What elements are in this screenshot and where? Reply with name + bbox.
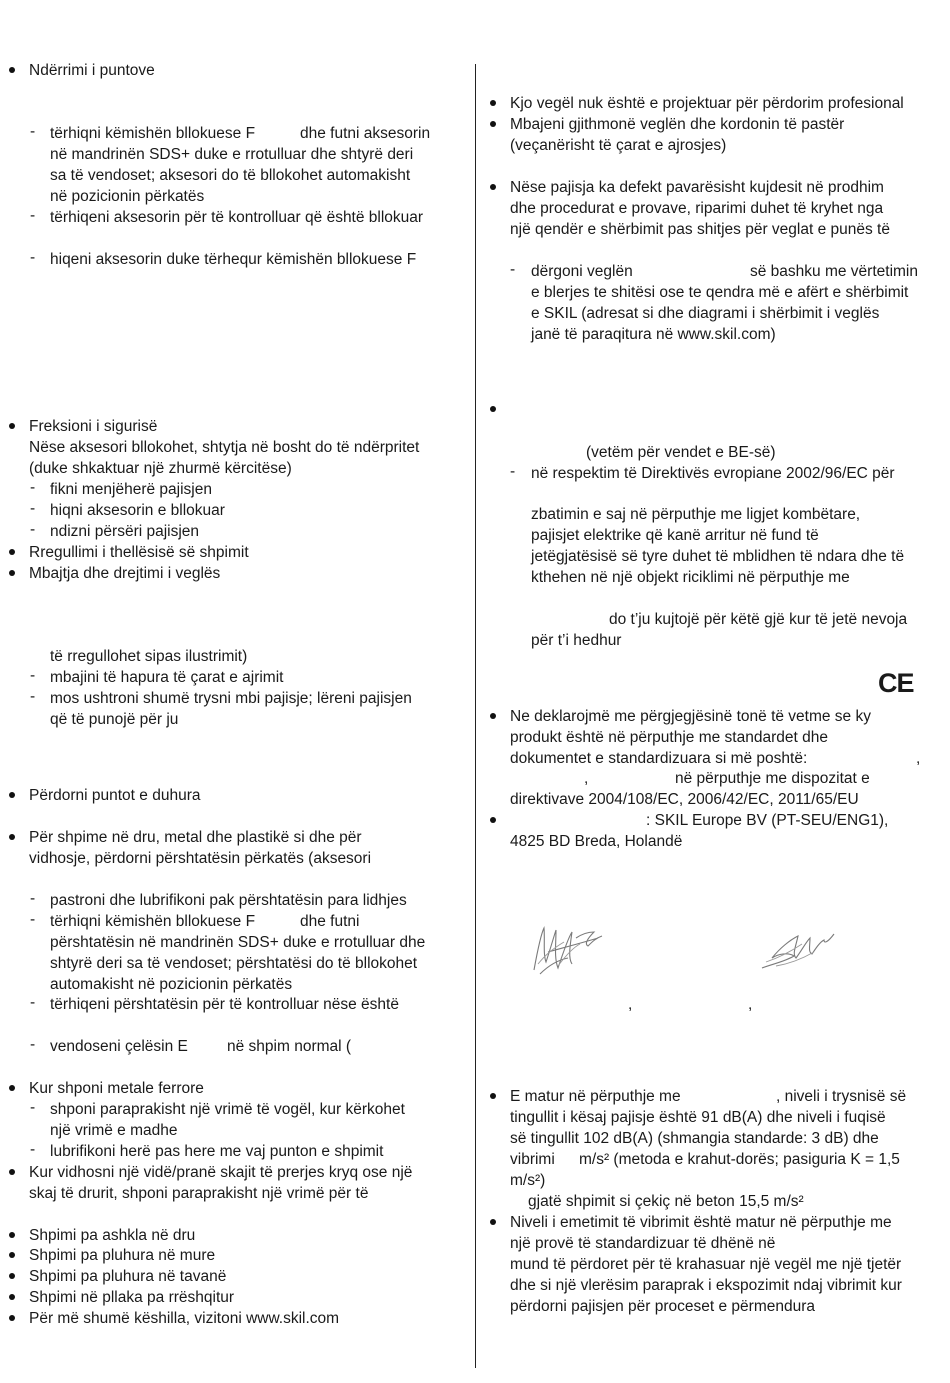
section-clutch: Freksioni i sigurisë (29, 418, 158, 435)
text-line: në pozicionin përkatës (50, 188, 205, 205)
signature-comma: , (748, 996, 753, 1013)
text-line: hiqni aksesorin e bllokuar (50, 502, 225, 519)
text-line: përshtatësin në mandrinën SDS+ duke e rrotulluar dhe (50, 934, 426, 951)
dash: - (30, 123, 36, 140)
dash: - (510, 463, 516, 480)
text-line: të rregullohet sipas ilustrimit) (50, 648, 248, 665)
section-change-bits: Ndërrimi i puntove (29, 62, 155, 79)
text-line: hiqeni aksesorin duke tërhequr këmishën bllokuese F (50, 251, 417, 268)
text-line: (veçanërisht të çarat e ajrosjes) (510, 137, 727, 154)
dash: - (30, 479, 36, 496)
text-line: së bashku me vërtetimin (750, 263, 918, 280)
bullet (9, 1232, 15, 1238)
dash: - (30, 207, 36, 224)
column-divider (475, 64, 476, 1368)
text-line: në mandrinën SDS+ duke e rrotulluar dhe shtyrë deri (50, 146, 414, 163)
signature-comma: , (628, 996, 633, 1013)
text-line: shponi paraprakisht një vrimë të vogël, kur kërkohet (50, 1101, 405, 1118)
text-line: në shpim normal ( (227, 1038, 352, 1055)
text-line: Nëse aksesori bllokohet, shtytja në bosht do të ndërpritet (29, 439, 420, 456)
section-hold: Mbajtja dhe drejtimi i veglës (29, 565, 221, 582)
section-bits: Përdorni puntot e duhura (29, 787, 201, 804)
right-column (482, 0, 950, 1383)
section-screw: Kur vidhosni një vidë/pranë skajit të prerjes kryq ose një (29, 1164, 413, 1181)
section-clean: Mbajeni gjithmonë veglën dhe kordonin të pastër (510, 116, 845, 133)
text-line: tërhiqni këmishën bllokuese F (50, 913, 256, 930)
section-vibration: Niveli i emetimit të vibrimit është matur në përputhje me (510, 1214, 892, 1231)
tip-item: Shpimi pa pluhura në mure (29, 1247, 216, 1264)
text-line: dërgoni veglën (531, 263, 633, 280)
text-line: lubrifikoni herë pas here me vaj punton e shpimit (50, 1143, 384, 1160)
bullet (9, 1294, 15, 1300)
ce-mark-icon: CE (878, 668, 914, 698)
section-depth: Rregullimi i thellësisë së shpimit (29, 544, 249, 561)
dash: - (30, 500, 36, 517)
tip-item: Shpimi pa pluhura në tavanë (29, 1268, 227, 1285)
dash: - (510, 261, 516, 278)
signature-right (758, 924, 838, 976)
text-line: , niveli i trysnisë së (776, 1088, 907, 1105)
text-line: dhe futni aksesorin (300, 125, 431, 142)
text-line: direktivave 2004/108/EC, 2006/42/EC, 2011/65/EU (510, 791, 859, 808)
text-line: një vrimë e madhe (50, 1122, 178, 1139)
text-line: (duke shkaktuar një zhurmë kërcitëse) (29, 460, 292, 477)
text-line: në respektim të Direktivës evropiane 2002/96/EC për (531, 465, 895, 482)
bullet (9, 549, 15, 555)
bullet (9, 423, 15, 429)
text-line: një qendër e shërbimit pas shitjes për veglat e punës të (510, 221, 890, 238)
text-line: , (916, 750, 921, 767)
text-line: , (584, 770, 589, 787)
text-line: tërhiqeni përshtatësin për të kontrolluar nëse është (50, 996, 399, 1013)
text-line: së tingullit 102 dB(A) (shmangia standarde: 3 dB) dhe (510, 1130, 879, 1147)
text-line: (vetëm për vendet e BE-së) (586, 444, 776, 461)
text-line: vidhosje, përdorni përshtatësin përkatës (aksesori (29, 850, 372, 867)
bullet (9, 67, 15, 73)
text-line: dhe procedurat e provave, riparimi duhet të kryhet nga (510, 200, 884, 217)
dash: - (30, 688, 36, 705)
text-line: jetëgjatësisë së tyre duhet të mblidhen të ndara dhe të (531, 548, 905, 565)
bullet (490, 121, 496, 127)
dash: - (30, 667, 36, 684)
text-line: pajisjet elektrike që kanë arritur në fund të (531, 527, 819, 544)
bullet (490, 817, 496, 823)
text-line: tërhiqeni aksesorin për të kontrolluar që është bllokuar (50, 209, 424, 226)
dash: - (30, 994, 36, 1011)
text-line: kthehen në një objekt riciklimi në përputhje me (531, 569, 850, 586)
dash: - (30, 521, 36, 538)
section-wood: Për shpime në dru, metal dhe plastikë si dhe për (29, 829, 362, 846)
bullet (490, 406, 496, 412)
text-line: mund të përdoret për të krahasuar një vegël me një tjetër (510, 1256, 902, 1273)
bullet (490, 713, 496, 719)
bullet (9, 1315, 15, 1321)
text-line: në përputhje me dispozitat e (675, 770, 870, 787)
bullet (9, 570, 15, 576)
text-line: janë të paraqitura në www.skil.com) (531, 326, 776, 343)
bullet (490, 1093, 496, 1099)
text-line: skaj të drurit, shponi paraprakisht një vrimë për të (29, 1185, 369, 1202)
text-line: mbajini të hapura të çarat e ajrimit (50, 669, 284, 686)
section-ferrous: Kur shponi metale ferrore (29, 1080, 204, 1097)
bullet (490, 184, 496, 190)
text-line: gjatë shpimit si çekiç në beton 15,5 m/s² (528, 1193, 804, 1210)
text-line: e SKIL (adresat si dhe diagrami i shërbimit i veglës (531, 305, 880, 322)
tip-item-website: Për më shumë këshilla, vizitoni www.skil.com (29, 1310, 340, 1327)
text-line: fikni menjëherë pajisjen (50, 481, 212, 498)
text-line: vendoseni çelësin E (50, 1038, 188, 1055)
bullet (9, 1085, 15, 1091)
text-line: përdorni pajisjen për proceset e përmendura (510, 1298, 816, 1315)
text-line: do t’ju kujtojë për këtë gjë kur të jetë nevoja (609, 611, 908, 628)
bullet (490, 100, 496, 106)
text-line: produkt është në përputhje me standardet dhe (510, 729, 828, 746)
section-noise: E matur në përputhje me (510, 1088, 681, 1105)
bullet (9, 792, 15, 798)
text-line: ndizni përsëri pajisjen (50, 523, 200, 540)
text-line: dhe futni (300, 913, 360, 930)
text-line: pastroni dhe lubrifikoni pak përshtatësin para lidhjes (50, 892, 407, 909)
text-line: : SKIL Europe BV (PT-SEU/ENG1), (646, 812, 889, 829)
dash: - (30, 1099, 36, 1116)
text-line: automakisht në pozicionin përkatës (50, 976, 293, 993)
text-line: m/s²) (510, 1172, 546, 1189)
text-line: dokumentet e standardizuara si më poshtë: (510, 750, 808, 767)
text-line: tingullit i kësaj pajisje është 91 dB(A) dhe niveli i fuqisë (510, 1109, 886, 1126)
signature-left (528, 918, 608, 980)
section-defect: Nëse pajisja ka defekt pavarësisht kujdesit në prodhim (510, 179, 884, 196)
dash: - (30, 890, 36, 907)
text-line: vibrimi (510, 1151, 555, 1168)
text-line: zbatimin e saj në përputhje me ligjet kombëtare, (531, 506, 861, 523)
bullet (9, 1169, 15, 1175)
dash: - (30, 249, 36, 266)
text-line: dhe si një vlerësim paraprak i ekspozimit ndaj vibrimit kur (510, 1277, 902, 1294)
dash: - (30, 911, 36, 928)
text-line: mos ushtroni shumë trysni mbi pajisje; lëreni pajisjen (50, 690, 412, 707)
text-line: e blerjes te shitësi ose te qendra më e afërt e shërbimit (531, 284, 909, 301)
text-line: për t’i hedhur (531, 632, 622, 649)
section-professional: Kjo vegël nuk është e projektuar për përdorim profesional (510, 95, 904, 112)
bullet (490, 1219, 496, 1225)
dash: - (30, 1141, 36, 1158)
tip-item: Shpimi pa ashkla në dru (29, 1227, 196, 1244)
text-line: 4825 BD Breda, Holandë (510, 833, 683, 850)
text-line: shtyrë deri sa të vendoset; përshtatësi do të bllokohet (50, 955, 418, 972)
bullet (9, 834, 15, 840)
left-column (0, 0, 470, 1383)
text-line: sa të vendoset; aksesori do të bllokohet automakisht (50, 167, 411, 184)
dash: - (30, 1036, 36, 1053)
text-line: tërhiqni këmishën bllokuese F (50, 125, 256, 142)
text-line: m/s² (metoda e krahut-dorës; pasiguria K = 1,5 (579, 1151, 900, 1168)
text-line: që të punojë për ju (50, 711, 179, 728)
bullet (9, 1273, 15, 1279)
section-declaration: Ne deklarojmë me përgjegjësinë tonë të vetme se ky (510, 708, 871, 725)
bullet (9, 1252, 15, 1258)
tip-item: Shpimi në pllaka pa rrëshqitur (29, 1289, 235, 1306)
text-line: një provë të standardizuar të dhënë në (510, 1235, 776, 1252)
